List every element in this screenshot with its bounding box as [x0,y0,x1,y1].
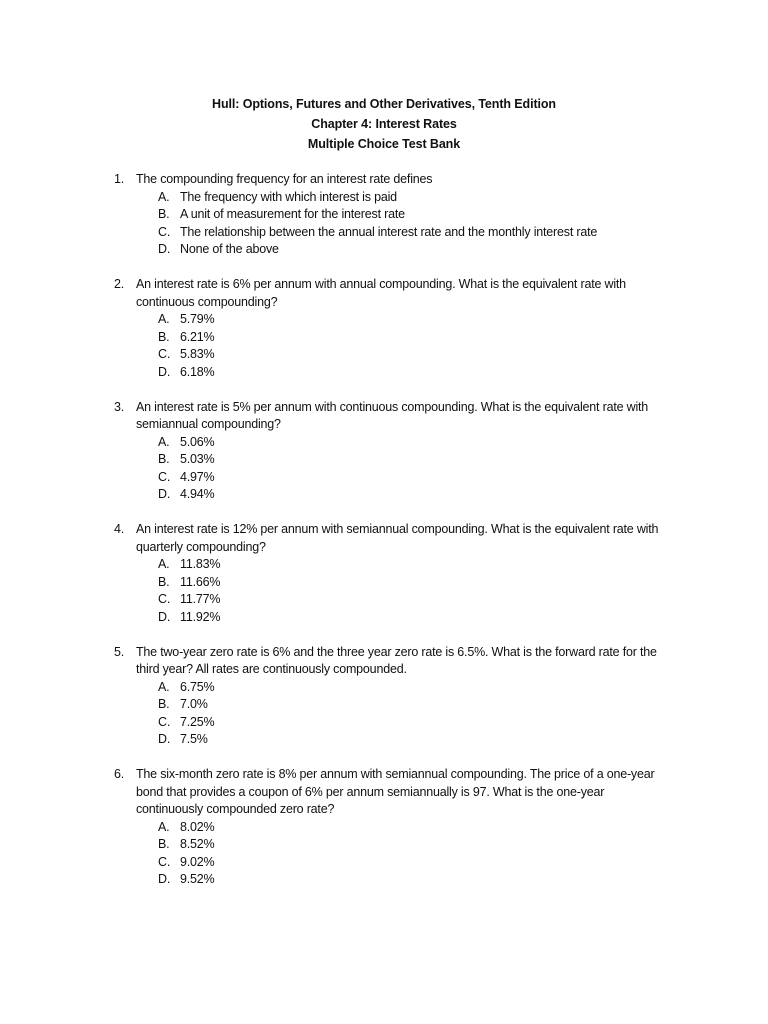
option-letter: B. [158,452,170,466]
option-letter: A. [158,819,170,834]
option-c [114,591,674,609]
option-letter: C. [158,347,171,361]
option-letter: C. [158,224,171,239]
option-letter: C. [158,469,171,484]
question-3 [114,399,674,504]
option-d [114,731,674,749]
option-d [114,364,674,382]
option-a [114,556,674,574]
option-text: 5.03% [180,452,215,466]
question-2 [114,276,674,381]
option-letter: B. [158,207,170,221]
option-d [114,241,674,259]
question-number: 2. [114,277,125,291]
option-b [114,574,674,592]
question-number: 1. [114,172,125,186]
option-letter: D. [158,609,171,624]
option-a [114,679,674,697]
option-d [114,486,674,504]
answer-options [114,556,674,626]
option-text: 8.52% [180,837,215,851]
option-letter: B. [158,837,170,851]
question-list [114,171,674,906]
option-d [114,609,674,627]
question-text: The six-month zero rate is 8% per annum with semiannual compounding. The price of a one-year bond that provides a coupon of 6% per annum semiannually is 97. What is the one-year continuously compounded zero rate? [136,767,655,816]
option-a [114,189,674,207]
option-text: 7.0% [180,697,208,711]
option-text: 5.06% [180,434,215,449]
option-a [114,434,674,452]
option-c [114,469,674,487]
option-b [114,206,674,224]
option-c [114,854,674,872]
option-text: 9.52% [180,872,215,886]
question-number: 4. [114,522,125,536]
answer-options [114,189,674,259]
question-text: An interest rate is 5% per annum with continuous compounding. What is the equivalent rate with semiannual compounding? [136,399,649,431]
document-header [0,94,768,154]
option-b [114,836,674,854]
option-letter: A. [158,679,170,694]
option-d [114,871,674,889]
question-text: The two-year zero rate is 6% and the three year zero rate is 6.5%. What is the forward rate for the third year? All rates are continuously compounded. [136,644,657,676]
option-b [114,329,674,347]
option-a [114,819,674,837]
option-c [114,346,674,364]
option-letter: C. [158,714,171,729]
option-letter: C. [158,854,171,869]
option-text: The frequency with which interest is paid [180,189,397,204]
question-number: 5. [114,644,125,659]
option-text: 4.94% [180,487,215,501]
option-text: 11.92% [180,609,221,624]
option-text: 5.83% [180,347,215,361]
question-text: An interest rate is 12% per annum with semiannual compounding. What is the equivalent rate with quarterly compounding? [136,522,659,554]
option-letter: D. [158,242,171,256]
question-4 [114,521,674,626]
test-bank-title: Multiple Choice Test Bank [307,137,461,151]
option-letter: A. [158,189,170,204]
option-text: 6.21% [180,329,215,344]
answer-options [114,819,674,889]
option-letter: D. [158,487,171,501]
option-text: 7.25% [180,714,215,729]
option-letter: A. [158,434,170,449]
question-text: An interest rate is 6% per annum with annual compounding. What is the equivalent rate with continuous compounding? [136,277,626,309]
question-number: 3. [114,399,125,414]
option-c [114,714,674,732]
option-text: 8.02% [180,819,215,834]
option-text: 11.66% [180,574,221,589]
option-text: The relationship between the annual interest rate and the monthly interest rate [180,224,598,239]
option-text: 11.83% [180,557,221,571]
option-text: 11.77% [180,592,221,606]
option-text: 4.97% [180,469,215,484]
option-text: A unit of measurement for the interest rate [180,207,405,221]
answer-options [114,434,674,504]
option-letter: D. [158,364,171,379]
answer-options [114,679,674,749]
option-text: 9.02% [180,854,215,869]
option-letter: C. [158,592,171,606]
chapter-title: Chapter 4: Interest Rates [311,117,457,131]
option-c [114,224,674,242]
question-6 [114,766,674,889]
option-letter: B. [158,329,170,344]
option-letter: B. [158,574,170,589]
option-b [114,451,674,469]
question-text: The compounding frequency for an interest rate defines [136,172,433,186]
option-letter: D. [158,732,171,746]
option-a [114,311,674,329]
option-letter: A. [158,312,170,326]
option-text: 7.5% [180,732,208,746]
option-text: 6.75% [180,679,215,694]
question-5 [114,644,674,749]
question-1 [114,171,674,259]
option-text: 6.18% [180,364,215,379]
option-letter: D. [158,872,171,886]
option-text: None of the above [180,242,279,256]
option-b [114,696,674,714]
answer-options [114,311,674,381]
option-letter: B. [158,697,170,711]
option-letter: A. [158,557,170,571]
question-number: 6. [114,767,125,781]
book-title: Hull: Options, Futures and Other Derivatives, Tenth Edition [212,97,556,111]
option-text: 5.79% [180,312,215,326]
